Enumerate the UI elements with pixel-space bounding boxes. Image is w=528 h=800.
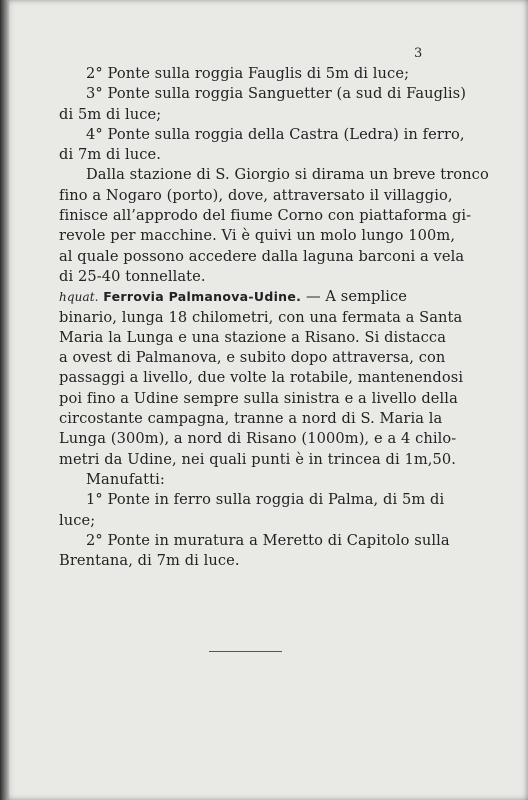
text-line: Maria la Lunga e una stazione a Risano. Si distacca <box>59 328 446 346</box>
text-line: 1° Ponte in ferro sulla roggia di Palma, di 5m di <box>86 491 445 509</box>
section-heading-line <box>59 287 429 307</box>
text-line: Manufatti: <box>86 470 165 488</box>
text-line: di 7m di luce. <box>59 146 161 164</box>
text-line: 2° Ponte in muratura a Meretto di Capitolo sulla <box>86 531 450 549</box>
text-line: Dalla stazione di S. Giorgio si dirama un breve tronco <box>86 166 489 184</box>
text-line: binario, lunga 18 chilometri, con una fermata a Santa <box>59 308 463 326</box>
text-line: circostante campagna, tranne a nord di S. Maria la <box>59 410 443 428</box>
text-line: Lunga (300m), a nord di Risano (1000m), e a 4 chilo- <box>59 430 457 448</box>
text-line: di 25-40 tonnellate. <box>59 267 206 285</box>
text-line: di 5m di luce; <box>59 105 162 123</box>
text-line: 4° Ponte sulla roggia della Castra (Ledra) in ferro, <box>86 125 465 143</box>
text-line: — A semplice <box>301 288 408 306</box>
margin-note: hquat. <box>59 290 99 305</box>
body-text <box>59 64 489 571</box>
text-line: 3° Ponte sulla roggia Sanguetter (a sud di Fauglis) <box>86 85 466 103</box>
text-line: poi fino a Udine sempre sulla sinistra e a livello della <box>59 389 458 407</box>
divider-rule <box>209 651 282 652</box>
text-line: Brentana, di 7m di luce. <box>59 552 240 570</box>
text-line: 2° Ponte sulla roggia Fauglis di 5m di luce; <box>86 65 410 82</box>
page-number: 3 <box>414 46 423 61</box>
text-line: fino a Nogaro (porto), dove, attraversato il villaggio, <box>59 186 453 204</box>
text-line: metri da Udine, nei quali punti è in trincea di 1m,50. <box>59 450 457 468</box>
section-heading: Ferrovia Palmanova-Udine. <box>103 289 302 305</box>
text-line: a ovest di Palmanova, e subito dopo attraversa, con <box>59 349 446 367</box>
text-line: al quale possono accedere dalla laguna barconi a vela <box>59 247 465 265</box>
text-line: passaggi a livello, due volte la rotabile, mantenendosi <box>59 369 464 387</box>
page-spine-shadow <box>0 0 10 800</box>
text-line: finisce all’approdo del fiume Corno con piattaforma gi- <box>59 207 472 225</box>
text-line: revole per macchine. Vi è quivi un molo lungo 100m, <box>59 227 456 245</box>
text-line: luce; <box>59 511 96 529</box>
